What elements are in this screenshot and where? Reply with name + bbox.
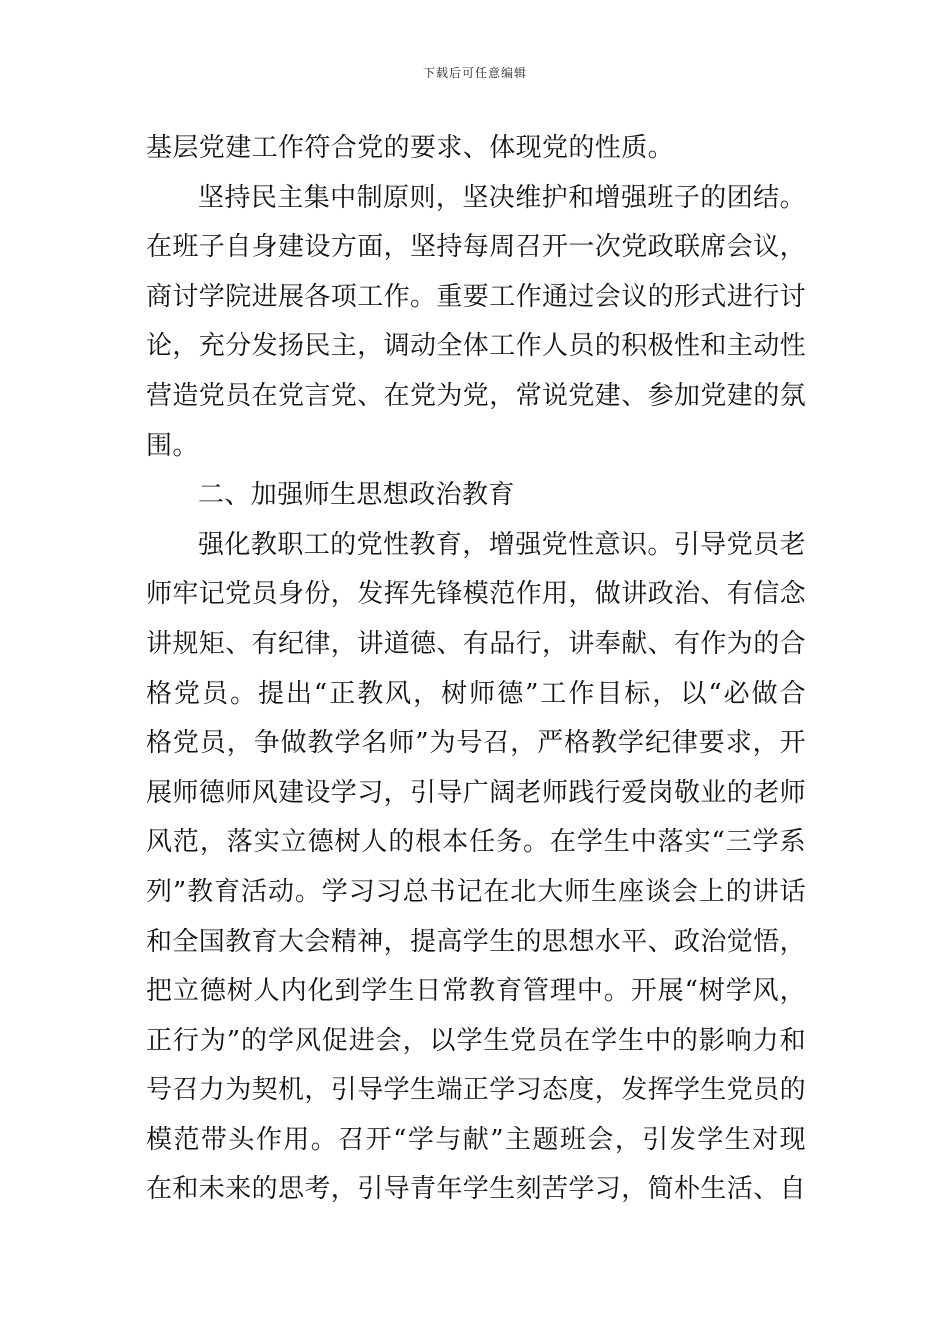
section-heading: 二、加强师生思想政治教育 bbox=[198, 480, 515, 511]
text-line: 列”教育活动。学习习总书记在北大师生座谈会上的讲话 bbox=[146, 876, 806, 907]
text-line: 强化教职工的党性教育，增强党性意识。引导党员老 bbox=[198, 529, 806, 560]
text-line: 围。 bbox=[146, 430, 199, 461]
text-line: 号召力为契机，引导学生端正学习态度，发挥学生党员的 bbox=[146, 1075, 807, 1106]
text-line: 商讨学院进展各项工作。重要工作通过会议的形式进行讨 bbox=[146, 281, 807, 312]
document-body bbox=[146, 124, 806, 1215]
text-line: 格党员。提出“正教风，树师德”工作目标，以“必做合 bbox=[146, 678, 806, 709]
text-line: 论，充分发扬民主，调动全体工作人员的积极性和主动性 bbox=[146, 331, 807, 362]
text-line: 营造党员在党言党、在党为党，常说党建、参加党建的氛 bbox=[146, 380, 807, 411]
header-note: 下载后可任意编辑 bbox=[422, 66, 527, 80]
text-line: 正行为”的学风促进会，以学生党员在学生中的影响力和 bbox=[146, 1025, 806, 1056]
text-line: 讲规矩、有纪律，讲道德、有品行，讲奉献、有作为的合 bbox=[146, 628, 807, 659]
text-line: 师牢记党员身份，发挥先锋模范作用，做讲政治、有信念 bbox=[146, 579, 807, 610]
text-line: 和全国教育大会精神，提高学生的思想水平、政治觉悟， bbox=[146, 926, 807, 957]
text-line: 风范，落实立德树人的根本任务。在学生中落实“三学系 bbox=[146, 827, 806, 858]
text-line: 坚持民主集中制原则，坚决维护和增强班子的团结。 bbox=[198, 182, 806, 213]
text-line: 模范带头作用。召开“学与献”主题班会，引发学生对现 bbox=[146, 1124, 806, 1155]
text-line: 在班子自身建设方面，坚持每周召开一次党政联席会议， bbox=[146, 232, 807, 263]
text-line: 展师德师风建设学习，引导广阔老师践行爱岗敬业的老师 bbox=[146, 777, 807, 808]
text-line: 格党员，争做教学名师”为号召，严格教学纪律要求，开 bbox=[146, 728, 806, 759]
text-line: 在和未来的思考，引导青年学生刻苦学习，简朴生活、自 bbox=[146, 1174, 807, 1205]
text-line: 基层党建工作符合党的要求、体现党的性质。 bbox=[146, 133, 675, 163]
text-line: 把立德树人内化到学生日常教育管理中。开展“树学风， bbox=[146, 976, 806, 1007]
